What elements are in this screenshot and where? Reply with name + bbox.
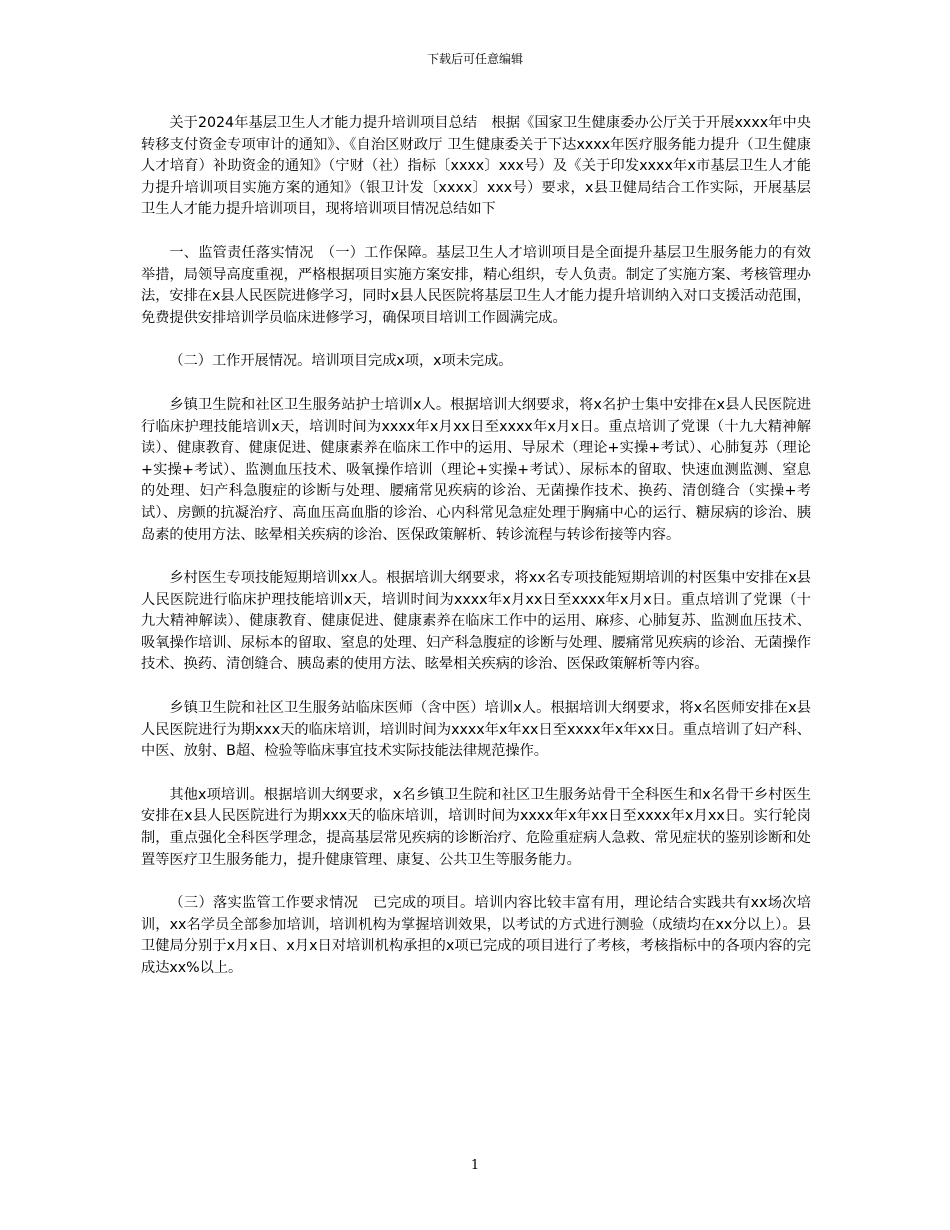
paragraph-physician-training: 乡镇卫生院和社区卫生服务站临床医师（含中医）培训x人。根据培训大纲要求，将x名医师安排在x县人民医院进行为期xxx天的临床培训，培训时间为xxxx年x年xx日至xxxx年x年xx日。重点培训了妇产科、中医、放射、B超、检验等临床事宜技术实际技能法律规范操作。 (141, 700, 811, 760)
document-body (141, 113, 811, 1002)
paragraph-nurse-training: 乡镇卫生院和社区卫生服务站护士培训x人。根据培训大纲要求，将x名护士集中安排在x县人民医院进行临床护理技能培训x天，培训时间为xxxx年x月xx日至xxxx年x月x日。重点培训了党课（十九大精神解读）、健康教育、健康促进、健康素养在临床工作中的运用、导尿术（理论+实操+考试）、心肺复苏（理论+实操+考试）、监测血压技术、吸氧操作培训（理论+实操+考试）、尿标本的留取、快速血测监测、窒息的处理、妇产科急腹症的诊断与处理、腰痛常见疾病的诊治、无菌操作技术、换药、清创缝合（实操+考试）、房颤的抗凝治疗、高血压高血脂的诊治、心内科常见急症处理于胸痛中心的运行、糖尿病的诊治、胰岛素的使用方法、眩晕相关疾病的诊治、医保政策解析、转诊流程与转诊衔接等内容。 (141, 396, 811, 543)
page-number: 1 (470, 1158, 480, 1173)
paragraph-village-doctor-training: 乡村医生专项技能短期培训xx人。根据培训大纲要求，将xx名专项技能短期培训的村医集中安排在x县人民医院进行临床护理技能培训x天，培训时间为xxxx年x月xx日至xxxx年x月x日。重点培训了党课（十九大精神解读）、健康教育、健康促进、健康素养在临床工作中的运用、麻疹、心肺复苏、监测血压技术、吸氧操作培训、尿标本的留取、窒息的处理、妇产科急腹症的诊断与处理、腰痛常见疾病的诊治、无菌操作技术、换药、清创缝合、胰岛素的使用方法、眩晕相关疾病的诊治、医保政策解析等内容。 (141, 570, 811, 673)
paragraph-intro: 关于2024年基层卫生人才能力提升培训项目总结 根据《国家卫生健康委办公厅关于开展xxxx年中央转移支付资金专项审计的通知》、《自治区财政厅 卫生健康委关于下达xxxx年医疗服务能力提升（卫生健康人才培育）补助资金的通知》（宁财（社）指标〔xxxx〕xxx号）及《关于印发xxxx年x市基层卫生人才能力提升培训项目实施方案的通知》（银卫计发〔xxxx〕xxx号）要求，x县卫健局结合工作实际，开展基层卫生人才能力提升培训项目，现将培训项目情况总结如下 (141, 115, 811, 218)
paragraph-section-1: 一、监管责任落实情况 （一）工作保障。基层卫生人才培训项目是全面提升基层卫生服务能力的有效举措，局领导高度重视，严格根据项目实施方案安排，精心组织，专人负责。制定了实施方案、考核管理办法，安排在x县人民医院进修学习，同时x县人民医院将基层卫生人才能力提升培训纳入对口支援活动范围，免费提供安排培训学员临床进修学习，确保项目培训工作圆满完成。 (141, 244, 811, 326)
paragraph-section-2: （二）工作开展情况。培训项目完成x项，x项未完成。 (169, 353, 513, 370)
paragraph-other-training: 其他x项培训。根据培训大纲要求，x名乡镇卫生院和社区卫生服务站骨干全科医生和x名骨干乡村医生安排在x县人民医院进行为期xxx天的临床培训，培训时间为xxxx年x年xx日至xxxx年x月xx日。实行轮岗制，重点强化全科医学理念，提高基层常见疾病的诊断治疗、危险重症病人急救、常见症状的鉴别诊断和处置等医疗卫生服务能力，提升健康管理、康复、公共卫生等服务能力。 (141, 786, 811, 868)
paragraph-section-3: （三）落实监管工作要求情况 已完成的项目。培训内容比较丰富有用，理论结合实践共有xx场次培训，xx名学员全部参加培训，培训机构为掌握培训效果，以考试的方式进行测验（成绩均在xx分以上）。县卫健局分别于x月x日、x月x日对培训机构承担的x项已完成的项目进行了考核，考核指标中的各项内容的完成达xx%以上。 (141, 895, 811, 976)
page-header: 下载后可任意编辑 (426, 52, 523, 66)
